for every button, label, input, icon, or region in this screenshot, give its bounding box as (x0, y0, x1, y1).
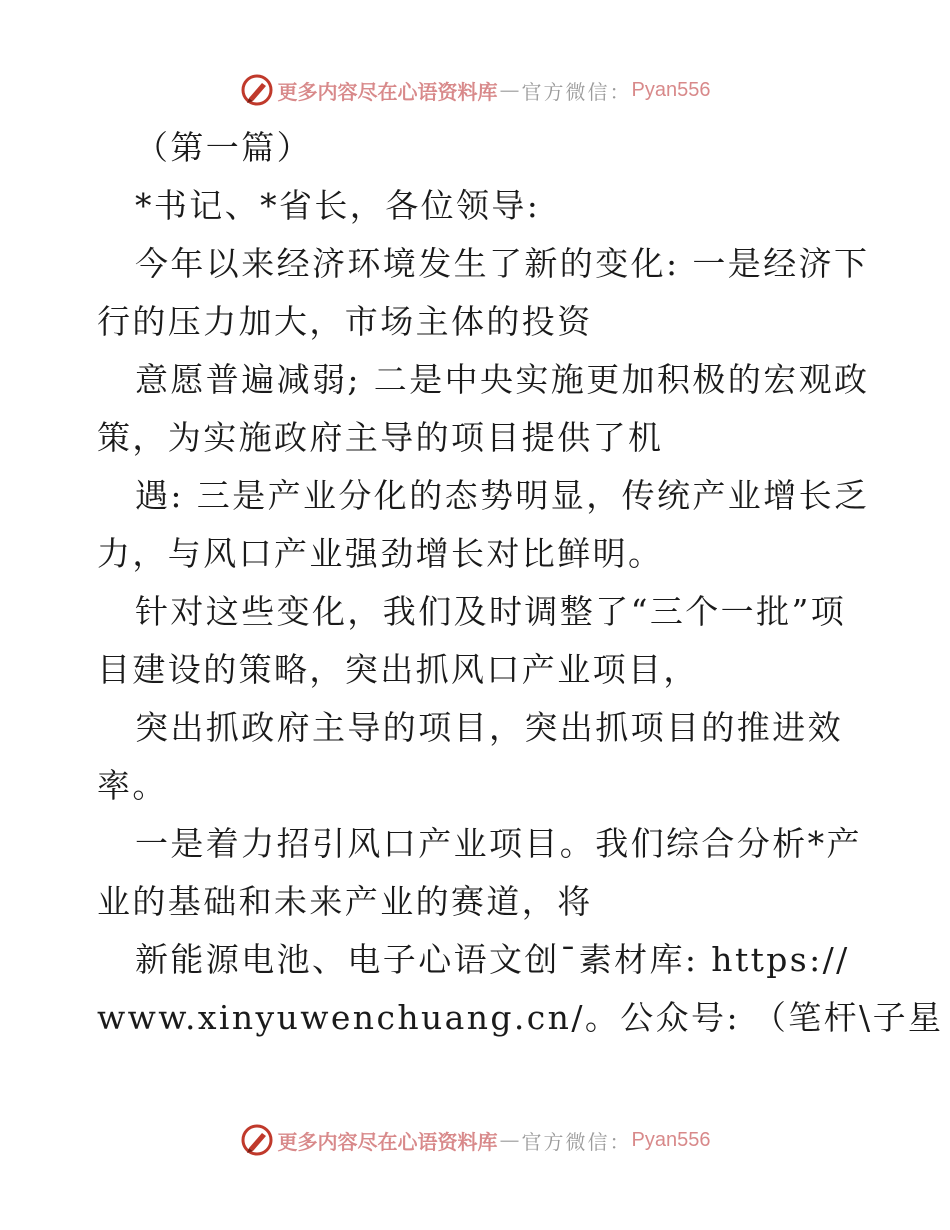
pen-logo-icon (240, 1123, 274, 1157)
text-line: 业的基础和未来产业的赛道，将 (97, 882, 593, 921)
footer-banner (0, 1120, 950, 1160)
header-wechat-id: Pyan556 (631, 78, 711, 101)
text-line: 新能源电池、电子心语文创¯素材库: https:// (135, 940, 850, 979)
text-line: 行的压力加大，市场主体的投资 (97, 302, 593, 341)
header-wechat-label: 官方微信： (521, 79, 632, 104)
footer-wechat-id: Pyan556 (631, 1128, 711, 1151)
text-line: 率。 (97, 766, 168, 805)
footer-brand-text: 更多内容尽在心语资料库 (277, 1129, 498, 1154)
text-line: 目建设的策略，突出抓风口产业项目， (97, 650, 699, 689)
text-line: 力，与风口产业强劲增长对比鲜明。 (97, 534, 664, 573)
header-dash: — (499, 78, 520, 102)
pen-logo-icon (240, 73, 274, 107)
text-line: 意愿普遍减弱; 二是中央实施更加积极的宏观政 (135, 360, 870, 399)
footer-dash: — (499, 1128, 520, 1152)
header-brand-text: 更多内容尽在心语资料库 (277, 79, 498, 104)
text-line: （第一篇） (135, 128, 312, 167)
text-line: www.xinyuwenchuang.cn/。公众号: （笔杆\子星 (97, 998, 944, 1037)
text-line: 一是着力招引风口产业项目。我们综合分析*产 (135, 824, 862, 863)
text-line: 突出抓政府主导的项目，突出抓项目的推进效 (135, 708, 843, 747)
text-line: 遇: 三是产业分化的态势明显，传统产业增长乏 (135, 476, 870, 515)
text-line: 今年以来经济环境发生了新的变化: 一是经济下 (135, 244, 870, 283)
footer-wechat-label: 官方微信： (521, 1129, 632, 1154)
text-line: 策，为实施政府主导的项目提供了机 (97, 418, 664, 457)
text-line: 针对这些变化，我们及时调整了“三个一批”项 (135, 592, 847, 631)
header-banner (0, 70, 950, 110)
text-line: *书记、*省长，各位领导: (135, 186, 541, 225)
